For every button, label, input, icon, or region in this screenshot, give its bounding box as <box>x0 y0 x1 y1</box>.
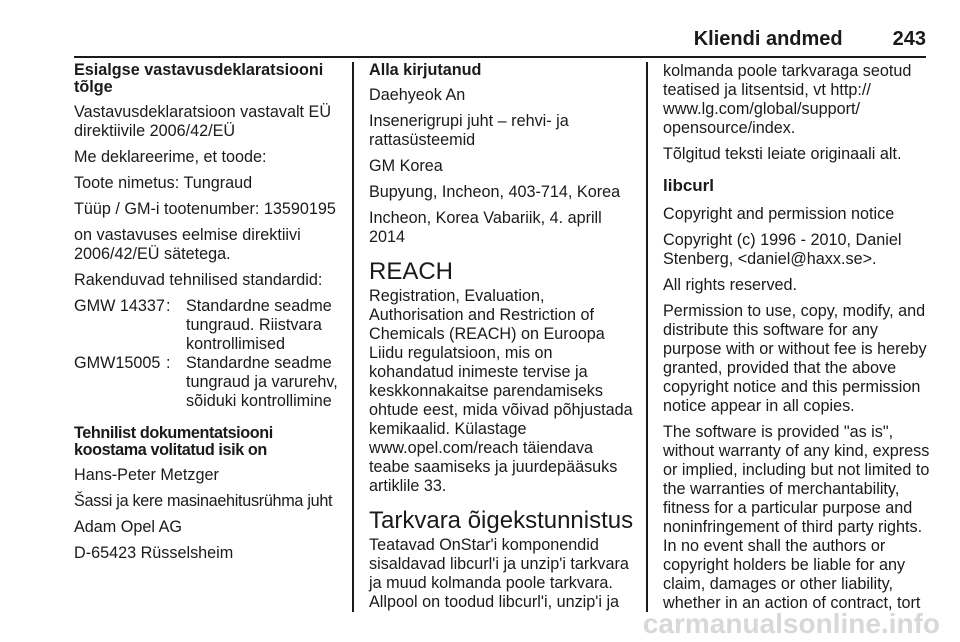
header-rule <box>74 56 926 58</box>
paragraph: on vastavuses eelmise direktiivi 2006/42/EÜ sätetega. <box>74 226 301 263</box>
column-divider-1 <box>352 62 354 612</box>
paragraph: Copyright and permission notice <box>663 205 895 223</box>
software-heading: Tarkvara õigekstunnistus <box>369 507 634 534</box>
standard-code: GMW 14337 <box>74 297 165 315</box>
paragraph: kolmanda poole tarkvaraga seotud teatised ja litsentsid, vt http:// www.lg.com/global/support/ opensource/index. <box>663 62 912 137</box>
paragraph: GM Korea <box>369 157 443 175</box>
paragraph: D-65423 Rüsselsheim <box>74 544 234 562</box>
signed-heading: Alla kirjutanud <box>369 61 482 79</box>
footer <box>0 604 960 642</box>
paragraph: Adam Opel AG <box>74 518 182 536</box>
table-row <box>74 354 344 411</box>
watermark: carmanualsonline.info <box>642 608 940 639</box>
page-number: 243 <box>892 28 926 50</box>
reach-heading: REACH <box>369 258 454 285</box>
separator: : <box>166 297 171 315</box>
paragraph: The software is provided "as is", without warranty of any kind, express or implied, including but not limited to the warranties of merchantability, fitness for a particular purpose and noninfringement of third party rights. In no event shall the authors or copyright holders be liable for any claim, damages or other liability, whether in an action of contract, tort <box>663 423 930 612</box>
column-divider-2 <box>646 62 648 612</box>
page-header <box>74 28 926 51</box>
paragraph: Toote nimetus: Tungraud <box>74 174 253 192</box>
paragraph: Permission to use, copy, modify, and distribute this software for any purpose with or without fee is hereby granted, provided that the above copyright notice and this permission notice appear in all copies. <box>663 302 927 415</box>
paragraph: Tõlgitud teksti leiate originaali alt. <box>663 145 902 163</box>
paragraph: Registration, Evaluation, Authorisation and Restriction of Chemicals (REACH) on Euroopa Liidu regulatsioon, mis on kohandatud inimeste tervise ja keskkonnakaitse parendamiseks ohtude eest, mida võivad põhjustada kemikaalid. Külastage www.opel.com/reach täiendava teabe saamiseks ja juurdepääsuks artiklile 33. <box>369 287 633 495</box>
documentation-heading: Tehnilist dokumentatsiooni koostama volitatud isik on <box>74 424 273 459</box>
paragraph: Teatavad OnStar'i komponendid sisaldavad libcurl'i ja unzip'i tarkvara ja muud kolmanda poole tarkvara. Allpool on toodud libcurl'i, unzip'i ja <box>369 536 629 611</box>
paragraph: Copyright (c) 1996 - 2010, Daniel Stenberg, <daniel@haxx.se>. <box>663 231 902 268</box>
paragraph: Hans-Peter Metzger <box>74 466 219 484</box>
section-title: Kliendi andmed <box>693 28 843 50</box>
paragraph: Šassi ja kere masinaehitusrühma juht <box>74 492 333 510</box>
paragraph: Me deklareerime, et toode: <box>74 148 267 166</box>
standard-description: Standardne seadme tungraud. Riistvara kontrollimised <box>186 297 332 353</box>
column-2 <box>369 62 634 619</box>
declaration-heading: Esialgse vastavusdeklaratsiooni tõlge <box>74 61 324 96</box>
paragraph: Vastavusdeklaratsioon vastavalt EÜ direktiivile 2006/42/EÜ <box>74 103 332 140</box>
paragraph: Incheon, Korea Vabariik, 4. aprill 2014 <box>369 209 602 246</box>
libcurl-heading: libcurl <box>663 176 715 195</box>
paragraph: Bupyung, Incheon, 403-714, Korea <box>369 183 621 201</box>
paragraph: Insenerigrupi juht – rehvi- ja rattasüsteemid <box>369 112 569 149</box>
paragraph: All rights reserved. <box>663 276 798 294</box>
standards-table <box>74 297 344 411</box>
column-1 <box>74 62 344 570</box>
paragraph: Tüüp / GM-i tootenumber: 13590195 <box>74 200 336 218</box>
standard-code: GMW15005 <box>74 354 161 372</box>
standard-description: Standardne seadme tungraud ja varurehv, sõiduki kontrollimine <box>186 354 338 410</box>
separator: : <box>166 354 171 372</box>
column-3 <box>663 62 933 620</box>
table-row <box>74 297 344 354</box>
paragraph: Rakenduvad tehnilised standardid: <box>74 271 323 289</box>
paragraph: Daehyeok An <box>369 86 466 104</box>
